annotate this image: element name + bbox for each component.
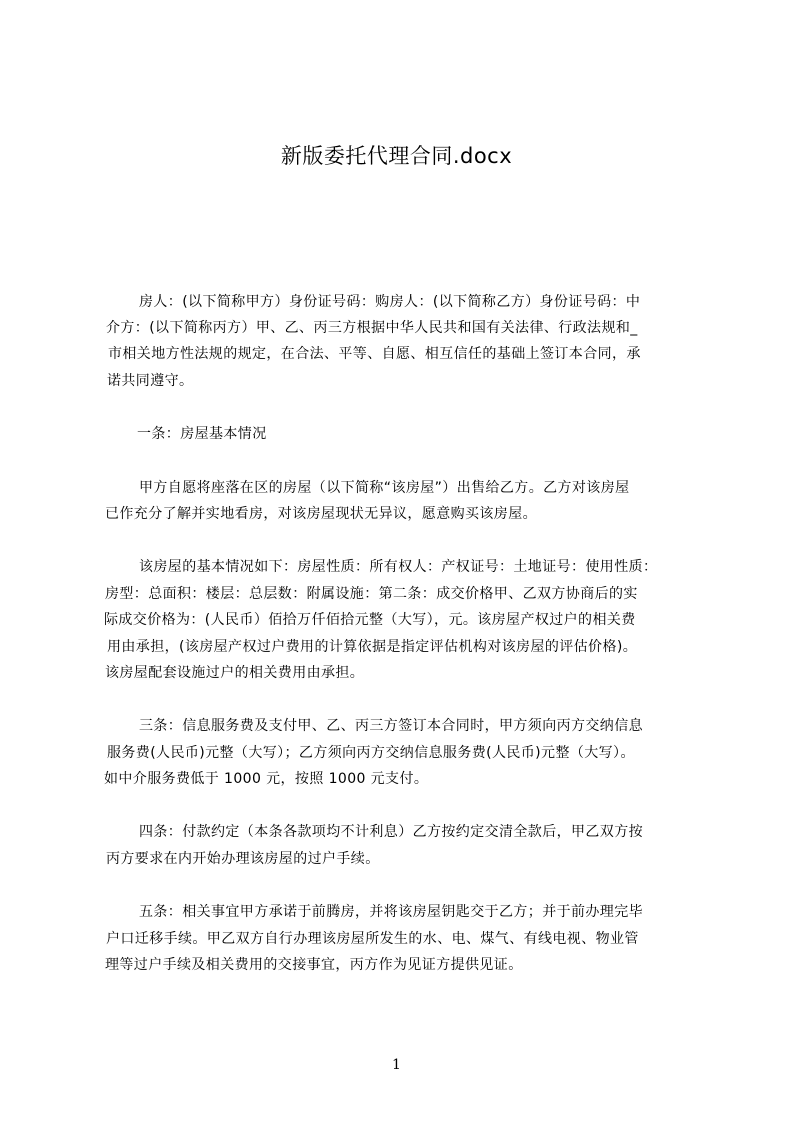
paragraph-7-line-2: 户口迁移手续。甲乙双方自行办理该房屋所发生的水、电、煤气、有线电视、物业管	[106, 931, 639, 947]
paragraph-1-line-1: 房人：(以下简称甲方）身份证号码：购房人：(以下简称乙方）身份证号码：中	[139, 294, 641, 310]
paragraph-5-line-3: 如中介服务费低于 1000 元，按照 1000 元支付。	[104, 771, 429, 787]
page-number: 1	[392, 1057, 401, 1073]
paragraph-1-line-2: 介方：(以下简称丙方）甲、乙、丙三方根据中华人民共和国有关法律、行政法规和_	[106, 320, 638, 336]
paragraph-6-line-1: 四条：付款约定（本条各款项均不计利息）乙方按约定交清全款后，甲乙双方按	[139, 824, 643, 840]
document-title: 新版委托代理合同.docx	[280, 144, 513, 168]
paragraph-5-line-1: 三条：信息服务费及支付甲、乙、丙三方签订本合同时，甲方须向丙方交纳信息	[139, 718, 643, 734]
paragraph-5-line-2: 服务费(人民币)元整（大写）；乙方须向丙方交纳信息服务费(人民币)元整（大写）。	[107, 745, 635, 761]
paragraph-3-line-2: 已作充分了解并实地看房，对该房屋现状无异议，愿意购买该房屋。	[105, 506, 537, 522]
paragraph-7-line-1: 五条：相关事宜甲方承诺于前腾房，并将该房屋钥匙交于乙方；并于前办理完毕	[139, 904, 643, 920]
paragraph-7-line-3: 理等过户手续及相关费用的交接事宜，丙方作为见证方提供见证。	[105, 957, 523, 973]
paragraph-4-line-1: 该房屋的基本情况如下：房屋性质：所有权人：产权证号：土地证号：使用性质：	[139, 559, 658, 575]
paragraph-6-line-2: 丙方要求在内开始办理该房屋的过户手续。	[106, 851, 380, 867]
paragraph-3-line-1: 甲方自愿将座落在区的房屋（以下简称“该房屋”）出售给乙方。乙方对该房屋	[139, 480, 630, 496]
paragraph-1-line-3: 市相关地方性法规的规定，在合法、平等、自愿、相互信任的基础上签订本合同，承	[108, 346, 641, 362]
paragraph-4-line-5: 该房屋配套设施过户的相关费用由承担。	[105, 665, 365, 681]
paragraph-4-line-3: 际成交价格为：(人民币）佰拾万仟佰拾元整（大写），元。该房屋产权过户的相关费	[104, 612, 636, 628]
section-1-heading: 一条：房屋基本情况	[137, 426, 267, 442]
paragraph-4-line-4: 用由承担，(该房屋产权过户费用的计算依据是指定评估机构对该房屋的评估价格)。	[107, 639, 638, 655]
paragraph-1-line-4: 诺共同遵守。	[107, 373, 194, 389]
paragraph-4-line-2: 房型：总面积：楼层：总层数：附属设施：第二条：成交价格甲、乙双方协商后的实	[105, 586, 638, 602]
